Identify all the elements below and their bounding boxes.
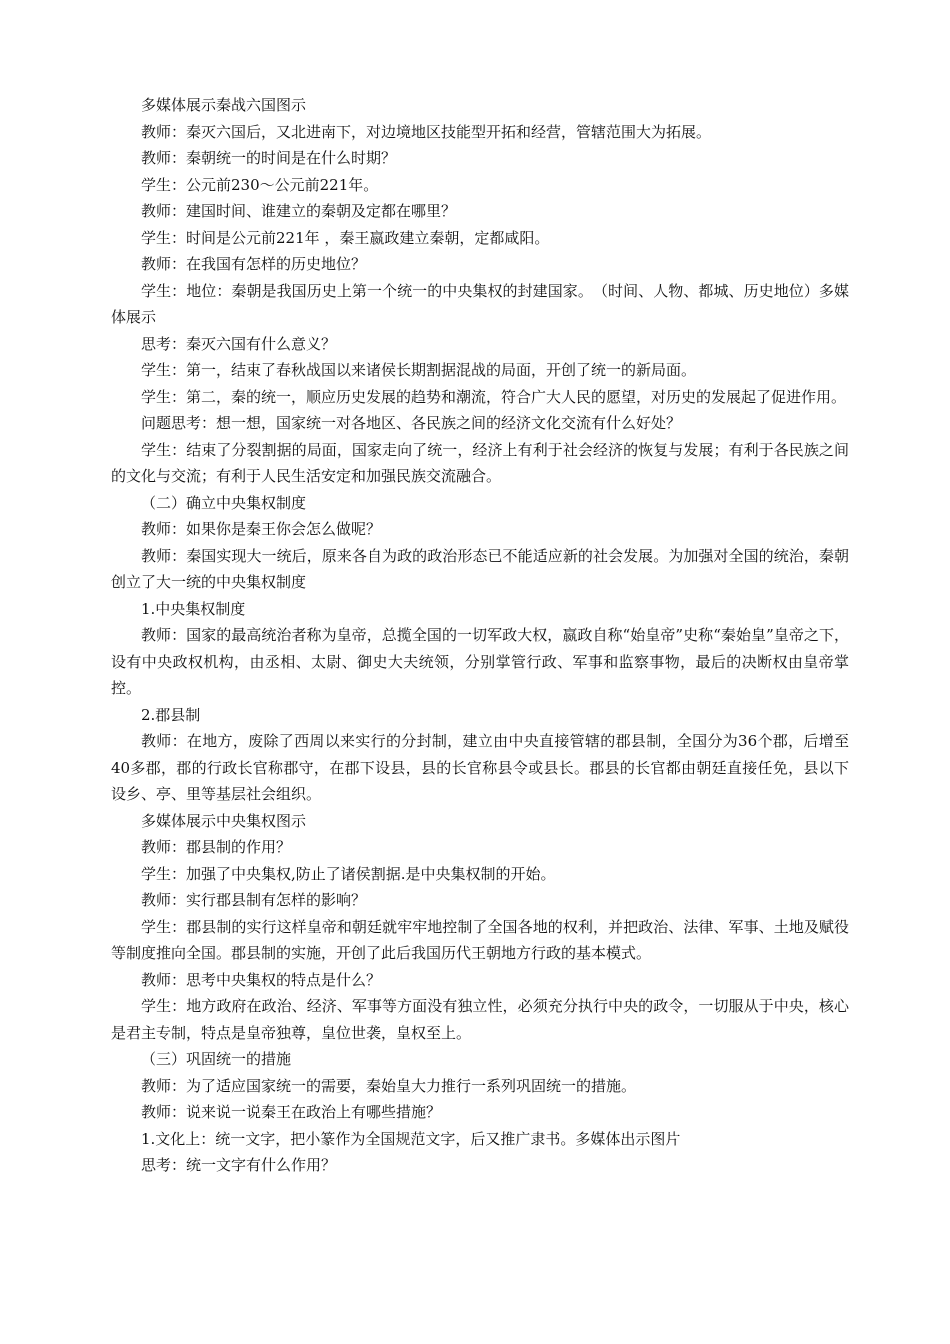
paragraph: 教师：在我国有怎样的历史地位？: [141, 255, 367, 273]
section-heading: （三）巩固统一的措施: [141, 1050, 292, 1068]
paragraph: 思考：统一文字有什么作用？: [141, 1156, 337, 1174]
paragraph: 教师：实行郡县制有怎样的影响？: [141, 891, 367, 909]
paragraph: 教师：在地方，废除了西周以来实行的分封制，建立由中央直接管辖的郡县制，全国分为36个郡，后增至40多郡，郡的行政长官称郡守，在郡下设县，县的长官称县令或县长。郡县的长官都由朝廷直接任免，县以下设乡、亭、里等基层社会组织。: [111, 732, 849, 803]
paragraph: 教师：郡县制的作用？: [141, 838, 292, 856]
paragraph: 多媒体展示秦战六国图示: [141, 96, 307, 114]
paragraph: 教师：为了适应国家统一的需要，秦始皇大力推行一系列巩固统一的措施。: [141, 1076, 637, 1095]
paragraph: 多媒体展示中央集权图示: [141, 811, 307, 830]
paragraph: 教师：秦灭六国后，又北进南下，对边境地区技能型开拓和经营，管辖范围大为拓展。: [141, 122, 712, 141]
paragraph: 学生：第二，秦的统一，顺应历史发展的趋势和潮流，符合广大人民的愿望，对历史的发展起了促进作用。: [141, 387, 847, 406]
section-heading: （二）确立中央集权制度: [141, 493, 307, 512]
subsection-heading: 1.文化上：统一文字，把小篆作为全国规范文字，后又推广隶书。多媒体出示图片: [141, 1129, 681, 1148]
paragraph: 教师：秦国实现大一统后，原来各自为政的政治形态已不能适应新的社会发展。为加强对全国的统治，秦朝创立了大一统的中央集权制度: [111, 546, 849, 591]
subsection-heading: 2.郡县制: [141, 705, 201, 724]
paragraph: 学生：第一，结束了春秋战国以来诸侯长期割据混战的局面，开创了统一的新局面。: [141, 361, 697, 379]
paragraph: 学生：加强了中央集权,防止了诸侯割据.是中央集权制的开始。: [141, 864, 556, 883]
document-body: [111, 92, 849, 1179]
paragraph: 学生：地方政府在政治、经济、军事等方面没有独立性，必须充分执行中央的政令，一切服从于中央，核心是君主专制，特点是皇帝独尊，皇位世袭，皇权至上。: [111, 997, 849, 1042]
paragraph: 学生：结束了分裂割据的局面，国家走向了统一，经济上有利于社会经济的恢复与发展；有利于各民族之间的文化与交流；有利于人民生活安定和加强民族交流融合。: [111, 440, 849, 485]
paragraph: 教师：如果你是秦王你会怎么做呢？: [141, 520, 382, 538]
subsection-heading: 1.中央集权制度: [141, 599, 246, 618]
paragraph: 学生：地位：秦朝是我国历史上第一个统一的中央集权的封建国家。 （时间、人物、都城、历史地位）多媒体展示: [111, 281, 849, 326]
paragraph: 教师：说来说一说秦王在政治上有哪些措施？: [141, 1103, 442, 1121]
paragraph: 教师：国家的最高统治者称为皇帝，总揽全国的一切军政大权，嬴政自称“始皇帝”史称“秦始皇”皇帝之下，设有中央政权机构，由丞相、太尉、御史大夫统领，分别掌管行政、军事和监察事物，最后的决断权由皇帝掌控。: [111, 626, 849, 697]
paragraph: 教师：建国时间、谁建立的秦朝及定都在哪里？: [141, 202, 457, 220]
paragraph: 学生：时间是公元前221年 ，秦王嬴政建立秦朝，定都咸阳。: [141, 228, 550, 247]
paragraph: 学生：公元前230～公元前221年。: [141, 175, 379, 194]
paragraph: 教师：秦朝统一的时间是在什么时期？: [141, 149, 397, 167]
paragraph: 思考：秦灭六国有什么意义？: [141, 334, 337, 353]
paragraph: 教师：思考中央集权的特点是什么？: [141, 970, 382, 989]
paragraph: 问题思考：想一想，国家统一对各地区、各民族之间的经济文化交流有什么好处？: [141, 414, 682, 432]
paragraph: 学生：郡县制的实行这样皇帝和朝廷就牢牢地控制了全国各地的权利，并把政治、法律、军事、土地及赋役等制度推向全国。郡县制的实施，开创了此后我国历代王朝地方行政的基本模式。: [111, 917, 849, 962]
